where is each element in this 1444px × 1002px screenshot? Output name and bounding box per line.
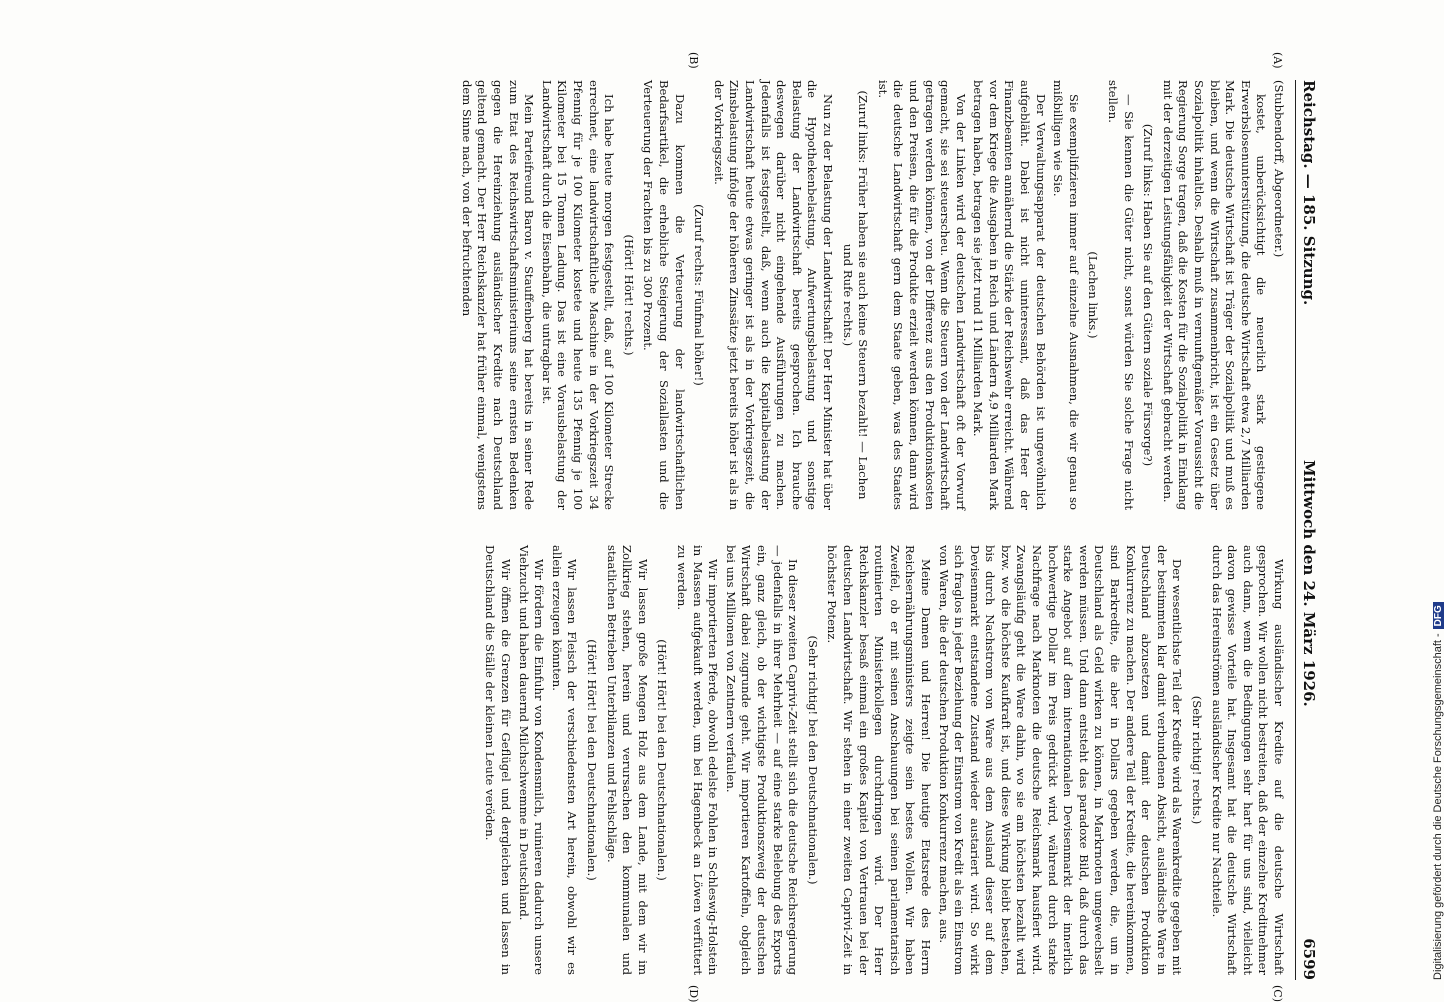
header-date: Mittwoch den 24. März 1926. — [1300, 460, 1318, 707]
margin-marker-d: (D) — [687, 985, 700, 1002]
paragraph: — Sie kennen die Güter nicht, sonst würden Sie solche Frage nicht stellen. — [1106, 80, 1136, 510]
paragraph: Ich habe heute morgen festgestellt, daß, auf 100 Kilometer Strecke errechnet, eine landwirtschaftliche Maschine in der Vorkriegszeit 34 Pfennig für je 100 Kilometer kostete und heute 135 Pfennig je 100 Kilometer bei 15 Tonnen Ladung. Das ist eine Vorausbelastung der Landwirtschaft durch die Eisenbahn, die untragbar ist. — [539, 80, 617, 510]
page-header — [1295, 80, 1320, 980]
margin-marker-a: (A) — [1271, 52, 1284, 69]
dfg-logo: DFG — [1433, 602, 1444, 629]
paragraph: Wir importierten Pferde, obwohl edelste Fohlen in Schleswig-Holstein in Massen aufgekauft werden, um bei Hagenbeck an Löwen verfüttert zu werden. — [675, 545, 721, 975]
paragraph: Sie exemplifizieren immer auf einzelne Ausnahmen, die wir genau so mißbilligen wie Sie. — [1051, 80, 1081, 510]
paragraph: Von der Linken wird der deutschen Landwirtschaft oft der Vorwurf gemacht, sie sei steuerscheu. Wenn die Steuern von der Landwirtschaft getragen werden können, von der Differenz aus den Produktionskosten und den Preisen, die für die Produkte erzielt werden können, dann wird die deutsche Landwirtschaft gern dem Staate geben, was des Staates ist. — [875, 80, 968, 510]
margin-marker-c: (C) — [1271, 985, 1284, 1002]
header-session: Reichstag. — 185. Sitzung. — [1300, 80, 1318, 306]
paragraph: Dazu kommen die Verteuerung der landwirtschaftlichen Bedarfsartikel, die erhebliche Steigerung der Soziallasten und die Verteuerung der Frachten bis zu 300 Prozent. — [641, 80, 687, 510]
paragraph: kostet, unberücksichtigt die neuerlich stark gestiegene Erwerbslosenunterstützung, die deutsche Wirtschaft etwa 2,7 Milliarden Mark. Die deutsche Wirtschaft ist Träger der Sozialpolitik und muß es bleiben, und wenn die Wirtschaft zusammenbricht, ist ein Gesetz über Sozialpolitik inhaltlos. Deshalb muß in vernunftgemäßer Voraussicht die Regierung Sorge tragen, daß die Kosten für die Sozialpolitik in Einklang mit der derzeitigen Leistungsfähigkeit der Wirtschaft gebracht werden. — [1160, 80, 1269, 510]
margin-marker-b: (B) — [687, 52, 700, 69]
interjection: (Zuruf links: Haben Sie auf den Gütern soziale Fürsorge?) — [1141, 123, 1156, 467]
paragraph: Der Verwaltungsapparat der deutschen Behörden ist ungewöhnlich aufgebläht. Dabei ist nicht uninteressant, daß das Heer der Finanzbeamten annähernd die Stärke der Reichswehr erreicht. Während vor dem Kriege die Ausgaben in Reich und Ländern 4,9 Milliarden Mark betragen haben, betragen sie jetzt rund 11 Milliarden Mark. — [971, 80, 1048, 510]
funding-credit — [1432, 602, 1444, 980]
interjection: (Hört! Hört! bei den Deutschnationalen.) — [585, 639, 600, 881]
paragraph: In dieser zweiten Caprivi-Zeit stellt sich die deutsche Reichsregierung — jedenfalls in ihrer Mehrheit — auf eine starke Belebung des Exports ein, ganz gleich, ob der wichtigste Produktionszweig der deutschen Wirtschaft dabei zugrunde geht. Wir importieren Kartoffeln, obgleich bei uns Millionen von Zentnern verfaulen. — [723, 545, 801, 975]
speaker-line: (Stubbendorff, Abgeordneter.) — [1272, 80, 1286, 258]
interjection: (Sehr richtig! bei den Deutschnationalen.) — [805, 635, 820, 885]
rotated-text-page — [90, 52, 1320, 1002]
paragraph: Wir öffnen die Grenzen für Geflügel und dergleichen und lassen in Deutschland die Ställe der kleinen Leute veröden. — [483, 545, 514, 975]
paragraph: Wir fördern die Einfuhr von Kondensmilch, ruinieren dadurch unsere Viehzucht und haben dauernd Milchschwemme in Deutschland. — [516, 545, 547, 975]
paragraph: Wir lassen große Mengen Holz aus dem Lande, mit dem wir im Zollkrieg stehen, herein und verursachen den kommunalen und staatlichen Betrieben Unterbilanzen und Fehlschläge. — [604, 545, 650, 975]
paragraph: Meine Damen und Herren! Die heutige Etatsrede des Herrn Reichsernährungsministers zeigte sein bestes Wollen. Wir haben Zweifel, ob er mit seinen Anschauungen bei seinen parlamentarisch routinierten Ministerkollegen durchdringen wird. Der Herr Reichskanzler besaß einmal ein großes Kapitel von Vertrauen bei der deutschen Landwirtschaft. Wir stehen in einer zweiten Caprivi-Zeit in höchster Potenz. — [825, 545, 933, 975]
interjection: (Lachen links.) — [1086, 251, 1101, 339]
left-text-column — [456, 80, 1286, 510]
paragraph: Wirkung ausländischer Kredite auf die deutsche Wirtschaft gesprochen. Wir wollen nicht bestreiten, daß der einzelne Kreditnehmer auch dann, wenn die Bedingungen sehr hart für uns sind, vielleicht davon gewisse Vorteile hat. Insgesamt hat die deutsche Wirtschaft durch das Hereinströmen ausländischer Kredite nur Nachteile. — [1209, 545, 1286, 975]
header-page-number: 6599 — [1300, 938, 1318, 980]
interjection: (Zuruf rechts: Fünfmal höher!) — [692, 204, 707, 386]
funding-credit-text: Digitalisierung gefördert durch die Deutsche Forschungsgemeinschaft - — [1432, 633, 1444, 980]
paragraph: Der wesentlichste Teil der Kredite wird als Warenkredite gegeben mit der bestimmten klar damit verbundenen Absicht, ausländische Ware in Deutschland abzusetzen und damit der deutschen Produktion Konkurrenz zu machen. Der andere Teil der Kredite, die hereinkommen, sind Barkredite, die aber in Dollars gegeben werden, die, um in Deutschland als Geld wirken zu können, in Markrnoten umgewechselt werden müssen. Und dann entsteht das paradoxe Bild, daß durch das starke Angebot auf dem internationalen Devisenmarkt der innerlich hochwertige Dollar im Preis gedrückt wird, während durch starke Nachfrage nach Marknoten die deutsche Reichsmark hausfiert wird. Zwangsläufig geht die Ware dahin, wo sie am höchsten bezahlt wird bzw. wo die höchste Kaufkraft ist, und diese Wirkung bleibt bestehen, bis durch Nachstrom von Ware aus dem Ausland dieser auf dem Devisenmarkt entstandene Zustand wieder austariert wird. So wirkt sich fraglos in jeder Beziehung der Einstrom von Kredit als ein Einstrom von Waren, die der deutschen Produktion Konkurrenz machen, aus. — [936, 545, 1185, 975]
interjection: (Hört! Hört! rechts.) — [621, 234, 636, 356]
interjection: (Hört! Hört! bei den Deutschnationalen.) — [655, 639, 670, 881]
paragraph: Mein Parteifreund Baron v. Stauffenberg hat bereits in seiner Rede zum Etat des Reichswirtschaftsministeriums seine ernsten Bedenken gegen die Hereinziehung ausländischer Kredite nach Deutschland geltend gemacht. Der Herr Reichskanzler hat früher einmal, wenigstens dem Sinne nach, von der befruchtenden — [459, 80, 537, 510]
paragraph: Nun zu der Belastung der Landwirtschaft! Der Herr Minister hat über die Hypothekenbelastung, Aufwertungsbelastung und sonstige Belastung der Landwirtschaft bereits gesprochen. Ich brauche deswegen darüber nicht eingehende Ausführungen zu machen. Jedenfalls ist festgestellt, daß, wenn auch die Kapitalbelastung der Landwirtschaft heute etwas geringer ist als in der Vorkriegszeit, die Zinsbelastung infolge der höheren Zinssätze jetzt bereits höher ist als in der Vorkriegszeit. — [711, 80, 835, 510]
right-text-column — [480, 545, 1286, 975]
interjection: (Sehr richtig! rechts.) — [1190, 695, 1205, 825]
interjection: (Zuruf links: Früher haben sie auch keine Steuern bezahlt! — Lachen und Rufe rechts.) — [840, 90, 871, 500]
paragraph: Wir lassen Fleisch der verschiedensten Art herein, obwohl wir es allein erzeugen könnten. — [549, 545, 580, 975]
